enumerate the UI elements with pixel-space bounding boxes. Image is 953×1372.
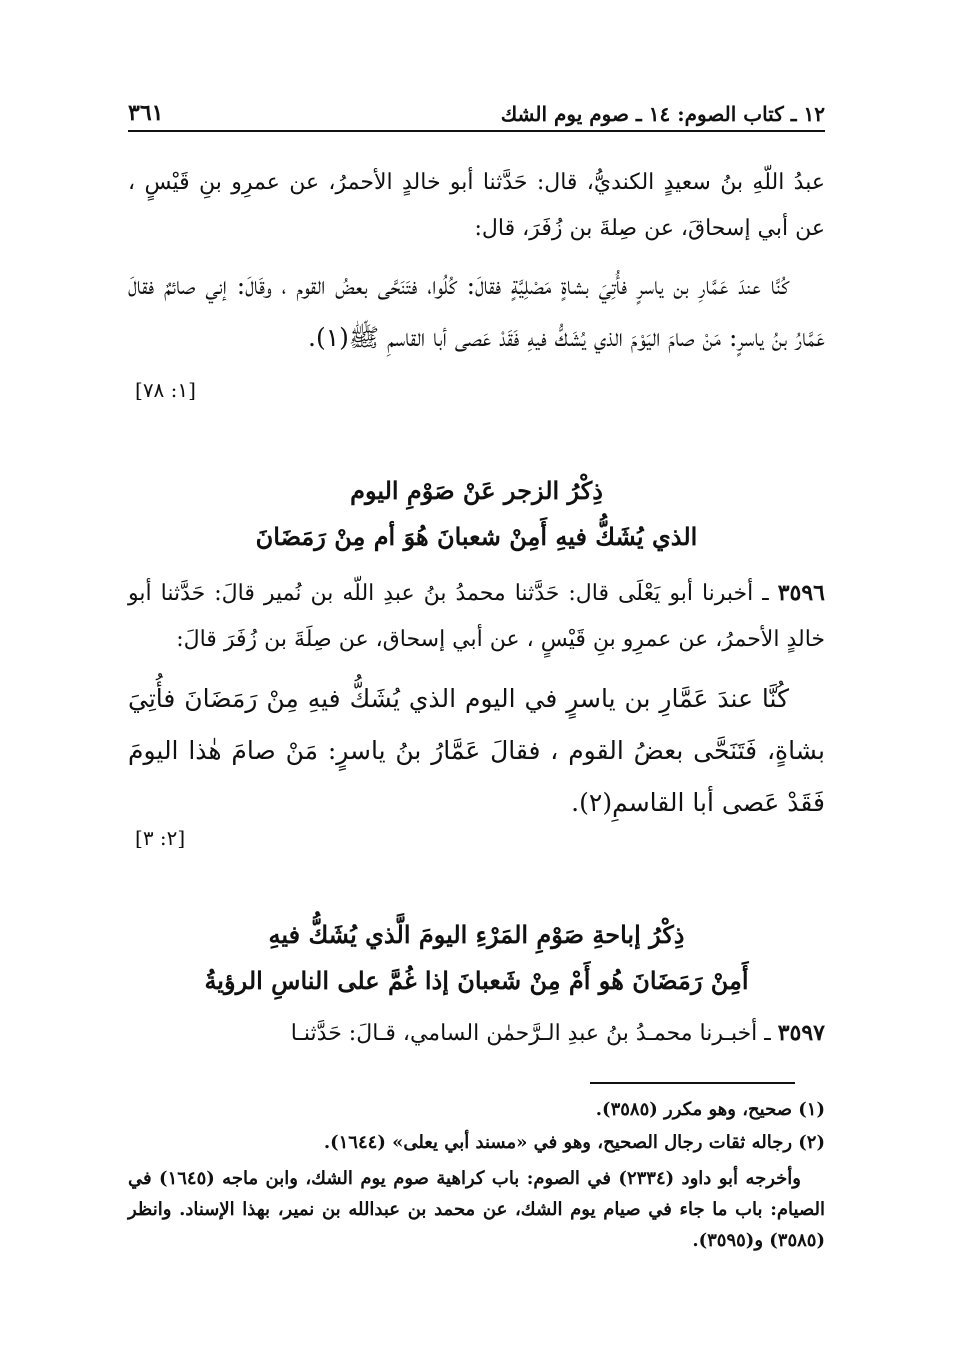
isnad-text: ـ أخبرنا أبو يَعْلَى قال: حَدَّثنا محمدُ بنُ عبدِ اللّه بن نُمير قالَ: حَدَّثنا أبو خالدٍ الأحمرُ، عن عمرِو بنِ قَيْسٍ ، عن أبي إسحاق، عن صِلَةَ بن زُفَرَ قالَ: <box>128 581 825 652</box>
isnad-paragraph <box>128 570 825 663</box>
hadith-number: ٣٥٩٦ <box>777 580 825 606</box>
heading-line: ذِكْرُ الزجر عَنْ صَوْمِ اليوم <box>350 476 603 505</box>
hadith-text: كُنَّا عندَ عَمَّارِ بن ياسرٍ فأُتِيَ بشاةٍ مَصْلِيَّةٍ فقالَ: كُلُوا، فتَنَحَّى بعضُ القوم ، وقَالَ: إني صائمٌ فقالَ عَمَّارُ بنُ ياسرٍ: مَنْ صامَ اليَوْمَ الذي يُشَكُّ فيهِ فَقَدْ عَصى أبا القاسمِ ﷺ(١). <box>128 271 825 352</box>
heading-line: الذي يُشَكُّ فيهِ أَمِنْ شعبانَ هُوَ أم مِنْ رَمَضَانَ <box>255 522 698 551</box>
heading-line: ذِكْرُ إباحةِ صَوْمِ المَرْءِ اليومَ الَّذي يُشَكُّ فيهِ <box>268 920 685 949</box>
hadith-3596 <box>128 570 825 829</box>
hadith-3597 <box>128 1010 825 1057</box>
running-header <box>128 92 825 132</box>
section-1 <box>128 160 825 364</box>
footnote-divider <box>590 1082 795 1084</box>
section-heading <box>128 468 825 560</box>
reference-marker: [١: ٧٨] <box>135 378 196 402</box>
footnote: (٢) رجاله ثقات رجال الصحيح، وهو في «مسند أبي يعلى» (١٦٤٤). <box>323 1132 825 1153</box>
reference-marker: [٢: ٣] <box>135 826 186 850</box>
isnad-text: ـ أخبـرنا محمـدُ بنُ عبدِ الـرَّحمٰن السامي، قـالَ: حَدَّثنـا <box>290 1021 771 1046</box>
footnote: (١) صحيح، وهو مكرر (٣٥٨٥). <box>595 1099 825 1120</box>
isnad-paragraph <box>128 1010 825 1057</box>
hadith-number: ٣٥٩٧ <box>777 1020 825 1046</box>
page-number: ٣٦١ <box>128 100 164 126</box>
section-heading <box>128 912 825 1004</box>
heading-line: أَمِنْ رَمَضَانَ هُو أَمْ مِنْ شَعبانَ إذا غُمَّ على الناسِ الرؤيةُ <box>204 966 749 995</box>
footnote: وأخرجه أبو داود (٢٣٣٤) في الصوم: باب كراهية صوم يوم الشك، وابن ماجه (١٦٤٥) في الصيام: باب ما جاء في صيام يوم الشك، عن محمد بن عبدالله بن نمير، بهذا الإسناد. وانظر (٣٥٨٥) و(٣٥٩٥). <box>128 1168 825 1251</box>
chapter-title: ١٢ ـ كتاب الصوم: ١٤ ـ صوم يوم الشك <box>500 102 825 126</box>
hadith-text: كُنَّا عندَ عَمَّارِ بن ياسرٍ في اليوم الذي يُشَكُّ فيهِ مِنْ رَمَضَانَ فأُتِيَ بشاةٍ، فَتَنَحَّى بعضُ القوم ، فقالَ عَمَّارُ بنُ ياسرٍ: مَنْ صامَ هٰذا اليومَ فَقَدْ عَصى أبا القاسمِ(٢). <box>128 684 825 817</box>
isnad-text: عبدُ اللّهِ بنُ سعيدٍ الكنديُّ، قال: حَدَّثنا أبو خالدٍ الأحمرُ، عن عمرِو بنِ قَيْسٍ ، عن أبي إسحاقَ، عن صِلةَ بن زُفَرَ، قال: <box>128 170 825 241</box>
